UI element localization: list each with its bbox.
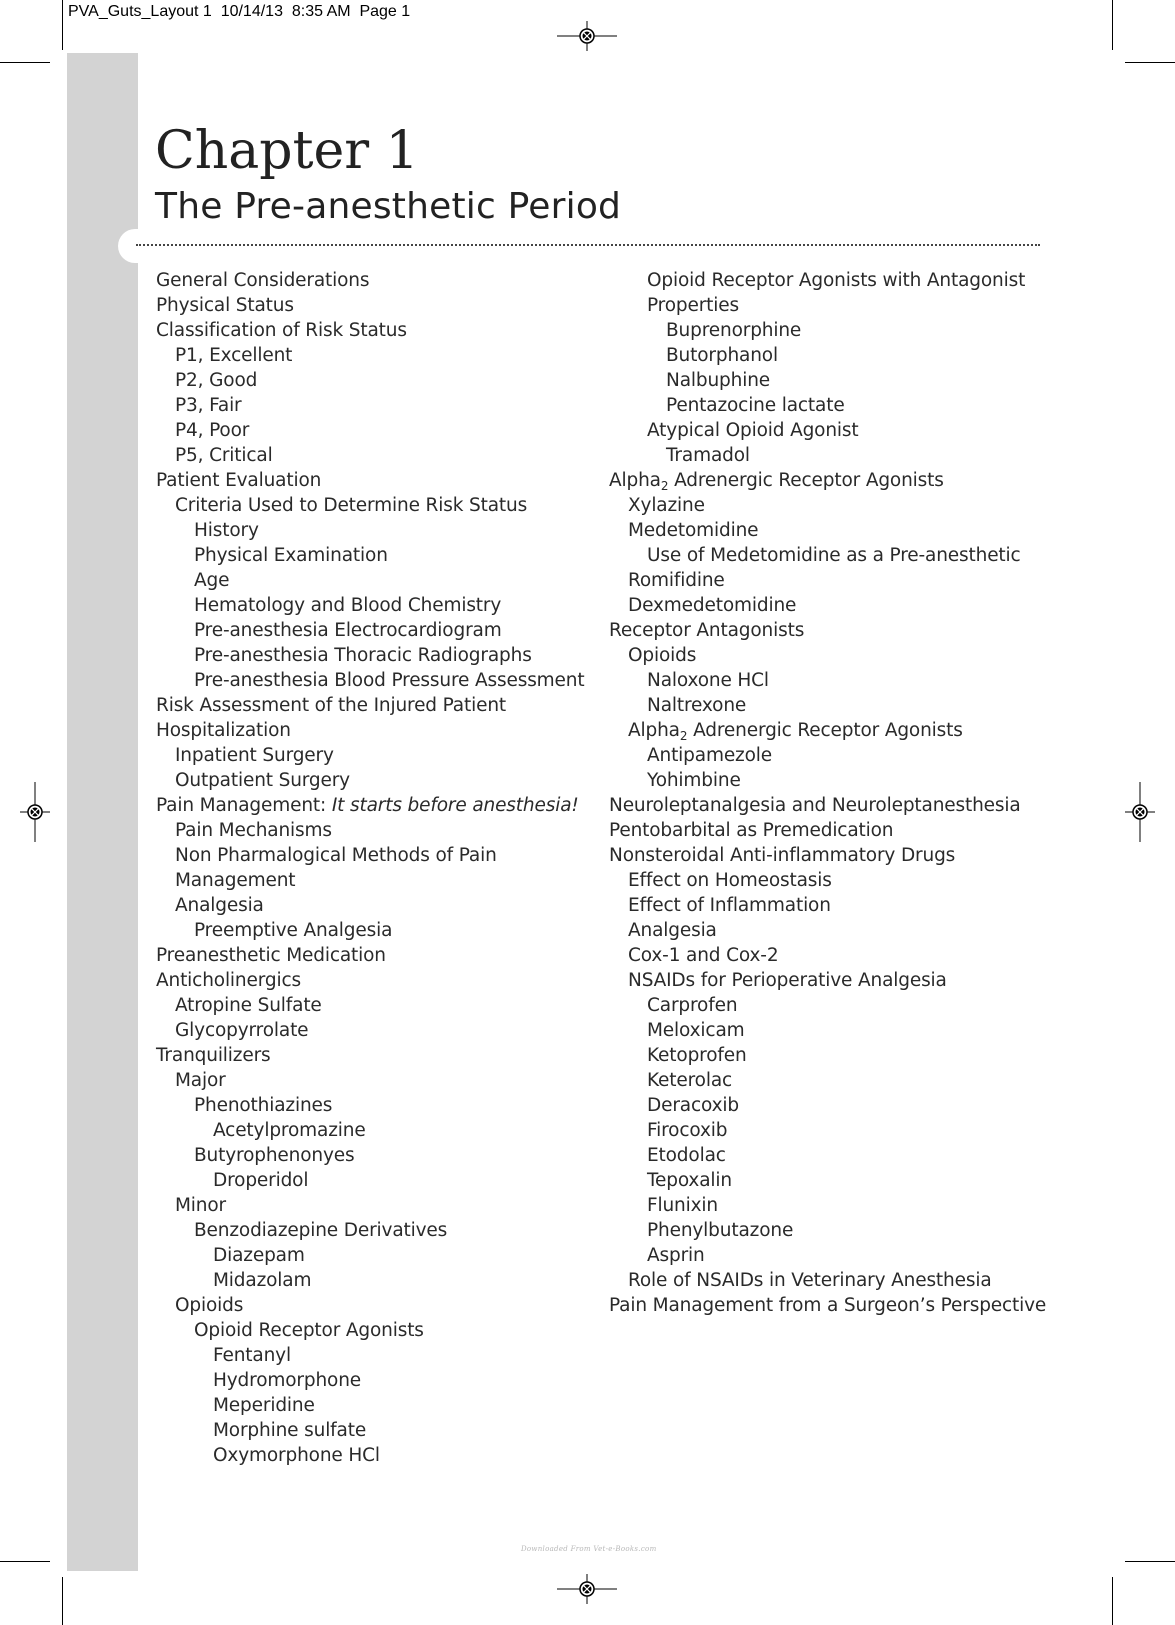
toc-entry xyxy=(156,1443,596,1468)
toc-entry-text: Butyrophenonyes xyxy=(194,1145,355,1166)
toc-entry-text: Outpatient Surgery xyxy=(175,770,350,791)
margin-band xyxy=(67,53,138,1571)
toc-entry xyxy=(156,943,596,968)
toc-entry xyxy=(609,1293,1079,1318)
toc-entry xyxy=(156,593,596,618)
toc-entry-text: Opioid Receptor Agonists with Antagonist xyxy=(647,270,1026,291)
toc-entry xyxy=(609,968,1079,993)
toc-entry xyxy=(609,918,1079,943)
toc-entry-text: Keterolac xyxy=(647,1070,733,1091)
toc-entry xyxy=(156,1068,596,1093)
toc-entry-text: Receptor Antagonists xyxy=(609,620,805,641)
toc-entry xyxy=(156,318,596,343)
toc-entry xyxy=(156,1193,596,1218)
toc-entry-text: Opioids xyxy=(628,645,697,666)
toc-entry-text: Pain Management: xyxy=(156,795,332,816)
toc-entry xyxy=(156,1343,596,1368)
toc-entry xyxy=(156,268,596,293)
toc-entry xyxy=(156,543,596,568)
toc-entry-text: Pain Management from a Surgeon’s Perspective xyxy=(609,1295,1047,1316)
toc-entry xyxy=(609,1143,1079,1168)
toc-entry-subscript: 2 xyxy=(679,729,688,743)
toc-entry xyxy=(156,393,596,418)
toc-entry-text: Effect of Inflammation xyxy=(628,895,831,916)
toc-entry xyxy=(156,1043,596,1068)
toc-entry-text: Inpatient Surgery xyxy=(175,745,334,766)
crop-mark xyxy=(1125,1561,1175,1562)
toc-entry xyxy=(156,1393,596,1418)
toc-entry-text: Pre-anesthesia Electrocardiogram xyxy=(194,620,502,641)
toc-entry xyxy=(609,943,1079,968)
toc-entry xyxy=(609,793,1079,818)
toc-entry-text: Fentanyl xyxy=(213,1345,291,1366)
toc-entry xyxy=(609,668,1079,693)
toc-entry xyxy=(609,868,1079,893)
toc-entry xyxy=(156,1093,596,1118)
crop-mark xyxy=(1125,62,1175,63)
toc-entry-text: Ketoprofen xyxy=(647,1045,747,1066)
registration-mark-icon xyxy=(557,1574,617,1604)
toc-entry xyxy=(609,443,1079,468)
toc-entry-text: Pentobarbital as Premedication xyxy=(609,820,894,841)
toc-entry-text: Phenothiazines xyxy=(194,1095,333,1116)
toc-entry-text: Naloxone HCl xyxy=(647,670,769,691)
toc-entry-text: Acetylpromazine xyxy=(213,1120,366,1141)
toc-entry-text: Opioids xyxy=(175,1295,244,1316)
toc-entry-text: Alpha xyxy=(628,720,680,741)
toc-entry-text: Physical Status xyxy=(156,295,294,316)
toc-entry-text-continued: Adrenergic Receptor Agonists xyxy=(687,720,963,741)
toc-entry xyxy=(609,293,1079,318)
toc-entry-text: Atropine Sulfate xyxy=(175,995,322,1016)
toc-entry-text: Risk Assessment of the Injured Patient xyxy=(156,695,507,716)
toc-entry xyxy=(156,368,596,393)
toc-entry-text: Carprofen xyxy=(647,995,738,1016)
toc-entry-text: P2, Good xyxy=(175,370,258,391)
toc-entry xyxy=(609,318,1079,343)
toc-entry xyxy=(609,643,1079,668)
toc-entry xyxy=(156,768,596,793)
toc-entry-text: Meloxicam xyxy=(647,1020,745,1041)
toc-entry xyxy=(156,893,596,918)
toc-entry-text: Droperidol xyxy=(213,1170,309,1191)
toc-entry xyxy=(609,743,1079,768)
toc-entry-text: Major xyxy=(175,1070,226,1091)
toc-entry xyxy=(609,1243,1079,1268)
toc-entry xyxy=(609,468,1079,493)
toc-entry xyxy=(156,968,596,993)
toc-entry xyxy=(156,643,596,668)
toc-entry-text: Neuroleptanalgesia and Neuroleptanesthesia xyxy=(609,795,1021,816)
toc-entry xyxy=(609,893,1079,918)
toc-entry xyxy=(156,493,596,518)
toc-entry-text: Hematology and Blood Chemistry xyxy=(194,595,502,616)
toc-entry xyxy=(609,818,1079,843)
toc-entry xyxy=(156,1218,596,1243)
toc-entry xyxy=(156,718,596,743)
toc-entry-text: Preemptive Analgesia xyxy=(194,920,393,941)
toc-entry xyxy=(609,843,1079,868)
toc-entry-text: P3, Fair xyxy=(175,395,242,416)
toc-entry-text: Tepoxalin xyxy=(647,1170,732,1191)
registration-mark-icon xyxy=(20,782,50,842)
toc-entry-text: Tramadol xyxy=(666,445,750,466)
toc-entry-text: Phenylbutazone xyxy=(647,1220,794,1241)
toc-entry-text: Antipamezole xyxy=(647,745,773,766)
toc-entry xyxy=(156,1293,596,1318)
toc-entry-text: Patient Evaluation xyxy=(156,470,322,491)
toc-entry-text: Tranquilizers xyxy=(156,1045,271,1066)
toc-entry xyxy=(156,1018,596,1043)
toc-entry-text: Age xyxy=(194,570,230,591)
toc-entry xyxy=(609,518,1079,543)
toc-entry-text: History xyxy=(194,520,259,541)
toc-entry-text: P1, Excellent xyxy=(175,345,293,366)
toc-entry-text: Properties xyxy=(647,295,739,316)
toc-entry-text: Nalbuphine xyxy=(666,370,770,391)
toc-entry-text: Physical Examination xyxy=(194,545,388,566)
toc-entry-text: Anticholinergics xyxy=(156,970,301,991)
toc-entry-text: Midazolam xyxy=(213,1270,312,1291)
toc-entry-text: Firocoxib xyxy=(647,1120,728,1141)
toc-entry xyxy=(609,268,1079,293)
toc-entry xyxy=(609,1068,1079,1093)
toc-entry-text: P4, Poor xyxy=(175,420,250,441)
toc-entry xyxy=(156,918,596,943)
toc-entry-text: Hospitalization xyxy=(156,720,291,741)
toc-entry-text: Minor xyxy=(175,1195,227,1216)
toc-entry-text: Morphine sulfate xyxy=(213,1420,367,1441)
toc-entry-text: Classification of Risk Status xyxy=(156,320,407,341)
toc-entry xyxy=(156,443,596,468)
toc-entry xyxy=(156,418,596,443)
toc-entry xyxy=(156,343,596,368)
toc-entry xyxy=(609,1043,1079,1068)
toc-entry-text: Hydromorphone xyxy=(213,1370,362,1391)
crop-mark xyxy=(62,0,63,50)
toc-entry xyxy=(609,618,1079,643)
toc-entry xyxy=(609,1268,1079,1293)
toc-entry xyxy=(609,1018,1079,1043)
toc-entry-text: Alpha xyxy=(609,470,661,491)
toc-entry xyxy=(609,418,1079,443)
toc-entry xyxy=(156,743,596,768)
toc-entry xyxy=(609,1118,1079,1143)
toc-entry-text: Romifidine xyxy=(628,570,725,591)
toc-entry-text: Pre-anesthesia Blood Pressure Assessment xyxy=(194,670,585,691)
chapter-label: Chapter 1 xyxy=(155,121,419,181)
toc-entry xyxy=(609,393,1079,418)
registration-mark-icon xyxy=(1125,782,1155,842)
toc-entry xyxy=(156,1318,596,1343)
toc-entry-text: Deracoxib xyxy=(647,1095,739,1116)
toc-entry-text: Pre-anesthesia Thoracic Radiographs xyxy=(194,645,532,666)
crop-mark xyxy=(0,62,50,63)
toc-entry-text: Xylazine xyxy=(628,495,705,516)
toc-entry-text: Criteria Used to Determine Risk Status xyxy=(175,495,528,516)
toc-entry-text: Opioid Receptor Agonists xyxy=(194,1320,424,1341)
toc-entry xyxy=(609,368,1079,393)
toc-entry-subscript: 2 xyxy=(660,479,669,493)
toc-entry xyxy=(156,1143,596,1168)
toc-entry xyxy=(609,1093,1079,1118)
toc-entry-text: Medetomidine xyxy=(628,520,759,541)
toc-entry-text: Analgesia xyxy=(175,895,264,916)
toc-entry xyxy=(609,493,1079,518)
dotted-rule xyxy=(136,244,1040,246)
toc-entry xyxy=(156,693,596,718)
watermark: Downloaded From Vet-e-Books.com xyxy=(521,1545,657,1553)
crop-mark xyxy=(62,1577,63,1625)
toc-column-left xyxy=(156,268,596,1468)
toc-entry xyxy=(156,293,596,318)
toc-entry xyxy=(156,518,596,543)
toc-entry-text: Atypical Opioid Agonist xyxy=(647,420,859,441)
toc-entry-text: Buprenorphine xyxy=(666,320,802,341)
toc-entry xyxy=(156,618,596,643)
toc-entry-text: Yohimbine xyxy=(647,770,741,791)
toc-entry-text: Flunixin xyxy=(647,1195,718,1216)
chapter-title: The Pre-anesthetic Period xyxy=(155,186,622,227)
toc-entry-text: General Considerations xyxy=(156,270,370,291)
toc-entry-text: Nonsteroidal Anti-inflammatory Drugs xyxy=(609,845,956,866)
toc-entry-text: NSAIDs for Perioperative Analgesia xyxy=(628,970,947,991)
toc-entry xyxy=(156,1418,596,1443)
toc-entry-text: Pain Mechanisms xyxy=(175,820,332,841)
toc-entry xyxy=(609,593,1079,618)
toc-entry xyxy=(156,568,596,593)
toc-entry xyxy=(609,568,1079,593)
toc-entry xyxy=(609,993,1079,1018)
toc-entry xyxy=(156,993,596,1018)
toc-entry xyxy=(609,768,1079,793)
toc-entry-text: Management xyxy=(175,870,296,891)
toc-entry-text: P5, Critical xyxy=(175,445,273,466)
toc-entry-text: Role of NSAIDs in Veterinary Anesthesia xyxy=(628,1270,992,1291)
toc-entry-text: Non Pharmalogical Methods of Pain xyxy=(175,845,497,866)
toc-entry-text: Preanesthetic Medication xyxy=(156,945,386,966)
toc-entry xyxy=(156,793,596,818)
toc-entry xyxy=(156,818,596,843)
crop-mark xyxy=(1112,0,1113,50)
toc-entry-text-continued: Adrenergic Receptor Agonists xyxy=(668,470,944,491)
toc-entry-text: Dexmedetomidine xyxy=(628,595,797,616)
toc-column-right xyxy=(609,268,1079,1318)
toc-entry xyxy=(156,1168,596,1193)
toc-entry xyxy=(156,868,596,893)
chapter-tab-notch xyxy=(118,229,158,263)
toc-entry xyxy=(609,343,1079,368)
toc-entry xyxy=(156,468,596,493)
toc-entry xyxy=(156,668,596,693)
toc-entry xyxy=(156,1118,596,1143)
toc-entry-text: Pentazocine lactate xyxy=(666,395,845,416)
toc-entry xyxy=(609,1193,1079,1218)
toc-entry xyxy=(156,843,596,868)
toc-entry-text: Oxymorphone HCl xyxy=(213,1445,380,1466)
toc-entry-text: Use of Medetomidine as a Pre-anesthetic xyxy=(647,545,1021,566)
toc-entry xyxy=(156,1243,596,1268)
toc-entry-text: Benzodiazepine Derivatives xyxy=(194,1220,448,1241)
toc-entry xyxy=(156,1368,596,1393)
toc-entry xyxy=(609,693,1079,718)
toc-entry-text: Diazepam xyxy=(213,1245,305,1266)
toc-entry-text: Glycopyrrolate xyxy=(175,1020,309,1041)
crop-mark xyxy=(1112,1577,1113,1625)
toc-entry xyxy=(609,543,1079,568)
toc-entry xyxy=(156,1268,596,1293)
toc-entry-text: Etodolac xyxy=(647,1145,726,1166)
toc-entry-text: Asprin xyxy=(647,1245,705,1266)
toc-entry xyxy=(609,1168,1079,1193)
toc-entry xyxy=(609,718,1079,743)
toc-entry-text: Cox-1 and Cox-2 xyxy=(628,945,779,966)
toc-entry-text: Meperidine xyxy=(213,1395,315,1416)
crop-mark xyxy=(0,1561,50,1562)
toc-entry-text: Effect on Homeostasis xyxy=(628,870,832,891)
toc-entry-emphasis: It starts before anesthesia! xyxy=(331,795,579,816)
toc-entry-text: Naltrexone xyxy=(647,695,747,716)
toc-entry-text: Butorphanol xyxy=(666,345,778,366)
toc-entry-text: Analgesia xyxy=(628,920,717,941)
toc-entry xyxy=(609,1218,1079,1243)
registration-mark-icon xyxy=(557,21,617,51)
print-slug-line: PVA_Guts_Layout 1 10/14/13 8:35 AM Page 1 xyxy=(68,3,411,20)
